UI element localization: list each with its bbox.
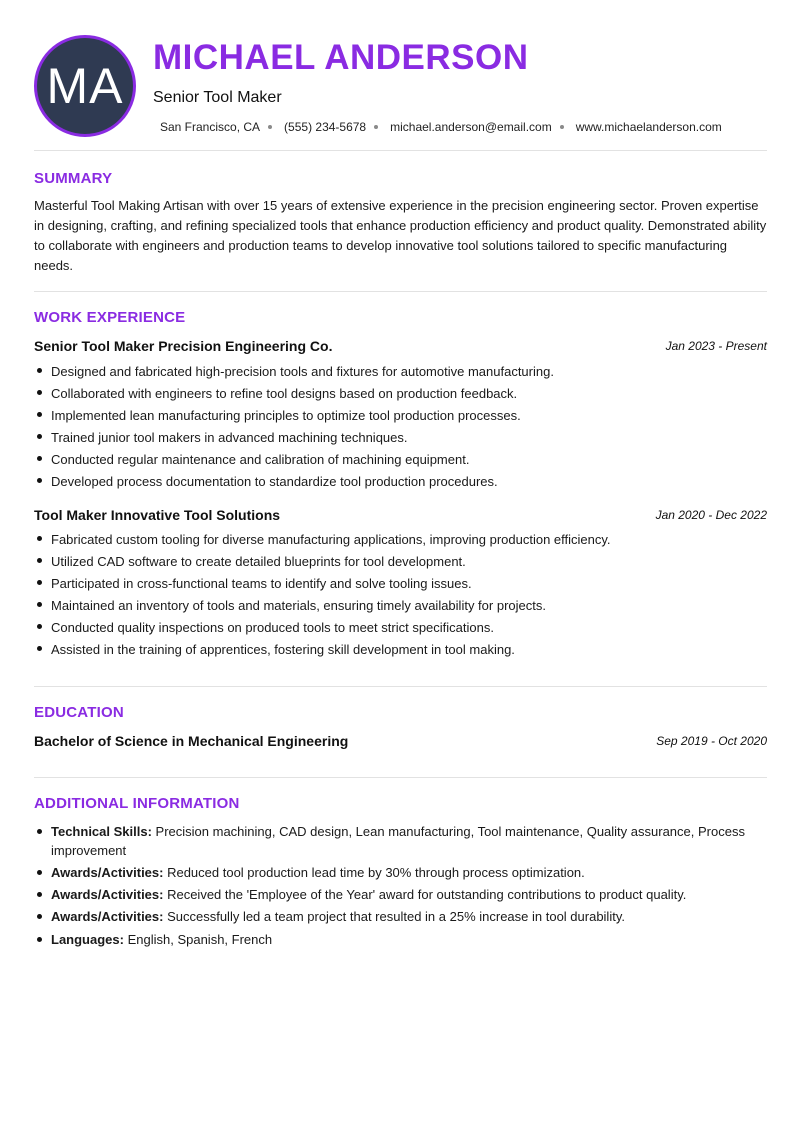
contact-email: michael.anderson@email.com [390,120,552,134]
item-label: Awards/Activities: [51,865,164,880]
additional-info-list [34,822,767,952]
item-text: English, Spanish, French [123,932,273,947]
item-label: Awards/Activities: [51,887,164,902]
summary-heading: SUMMARY [34,170,113,187]
work-experience-heading: WORK EXPERIENCE [34,309,186,326]
list-item: Designed and fabricated high-precision tools and fixtures for automotive manufacturing. [34,361,767,383]
job-title: Senior Tool Maker Precision Engineering Co. [34,338,333,354]
list-item: Implemented lean manufacturing principles to optimize tool production processes. [34,405,767,427]
item-text: Precision machining, CAD design, Lean manufacturing, Tool maintenance, Quality assurance, Process improvement [51,824,745,858]
list-item: Participated in cross-functional teams to identify and solve tooling issues. [34,573,767,595]
contact-phone: (555) 234-5678 [284,120,367,134]
list-item [34,907,767,926]
item-text: Received the 'Employee of the Year' award for outstanding contributions to product quality. [163,887,687,902]
job-bullets [34,529,767,661]
separator-dot-icon [374,125,378,129]
list-item: Collaborated with engineers to refine tool designs based on production feedback. [34,383,767,405]
avatar [34,35,136,137]
candidate-title: Senior Tool Maker [153,89,282,106]
list-item: Trained junior tool makers in advanced machining techniques. [34,427,767,449]
divider [34,686,767,687]
education-heading: EDUCATION [34,704,124,721]
item-text: Reduced tool production lead time by 30% through process optimization. [163,865,585,880]
list-item [34,863,767,882]
item-label: Awards/Activities: [51,909,164,924]
contact-location: San Francisco, CA [160,120,261,134]
job-header [34,507,767,523]
education-entry [34,733,767,749]
contact-bar [160,120,722,134]
item-label: Technical Skills: [51,824,152,839]
divider [34,150,767,151]
job-title: Tool Maker Innovative Tool Solutions [34,507,281,523]
summary-text: Masterful Tool Making Artisan with over 15 years of extensive experience in the precision engineering sector. Proven expertise in designing, crafting, and refining specialized tools that enhance production efficiency and product quality. Demonstrated ability to collaborate with engineers and production teams to develop innovative tool solutions tailored to specific manufacturing needs. [34,198,767,273]
avatar-initials: MA [46,58,124,114]
list-item: Fabricated custom tooling for diverse manufacturing applications, improving production efficiency. [34,529,767,551]
list-item: Conducted regular maintenance and calibration of machining equipment. [34,449,767,471]
list-item [34,930,767,949]
job-bullets [34,361,767,493]
list-item [34,885,767,904]
item-label: Languages: [51,932,124,947]
list-item [34,822,767,860]
list-item: Conducted quality inspections on produced tools to meet strict specifications. [34,617,767,639]
separator-dot-icon [268,125,272,129]
list-item: Assisted in the training of apprentices, fostering skill development in tool making. [34,639,767,661]
list-item: Developed process documentation to standardize tool production procedures. [34,471,767,493]
separator-dot-icon [560,125,564,129]
job-date: Jan 2023 - Present [665,339,767,353]
additional-info-heading: ADDITIONAL INFORMATION [34,795,240,812]
degree-title: Bachelor of Science in Mechanical Engineering [34,733,349,749]
divider [34,291,767,292]
divider [34,777,767,778]
candidate-name: MICHAEL ANDERSON [153,38,529,77]
job-date: Jan 2020 - Dec 2022 [655,508,767,522]
job-header [34,338,767,354]
list-item: Utilized CAD software to create detailed blueprints for tool development. [34,551,767,573]
list-item: Maintained an inventory of tools and materials, ensuring timely availability for projects. [34,595,767,617]
contact-website: www.michaelanderson.com [575,120,722,134]
education-date: Sep 2019 - Oct 2020 [656,734,767,748]
item-text: Successfully led a team project that resulted in a 25% increase in tool durability. [163,909,625,924]
